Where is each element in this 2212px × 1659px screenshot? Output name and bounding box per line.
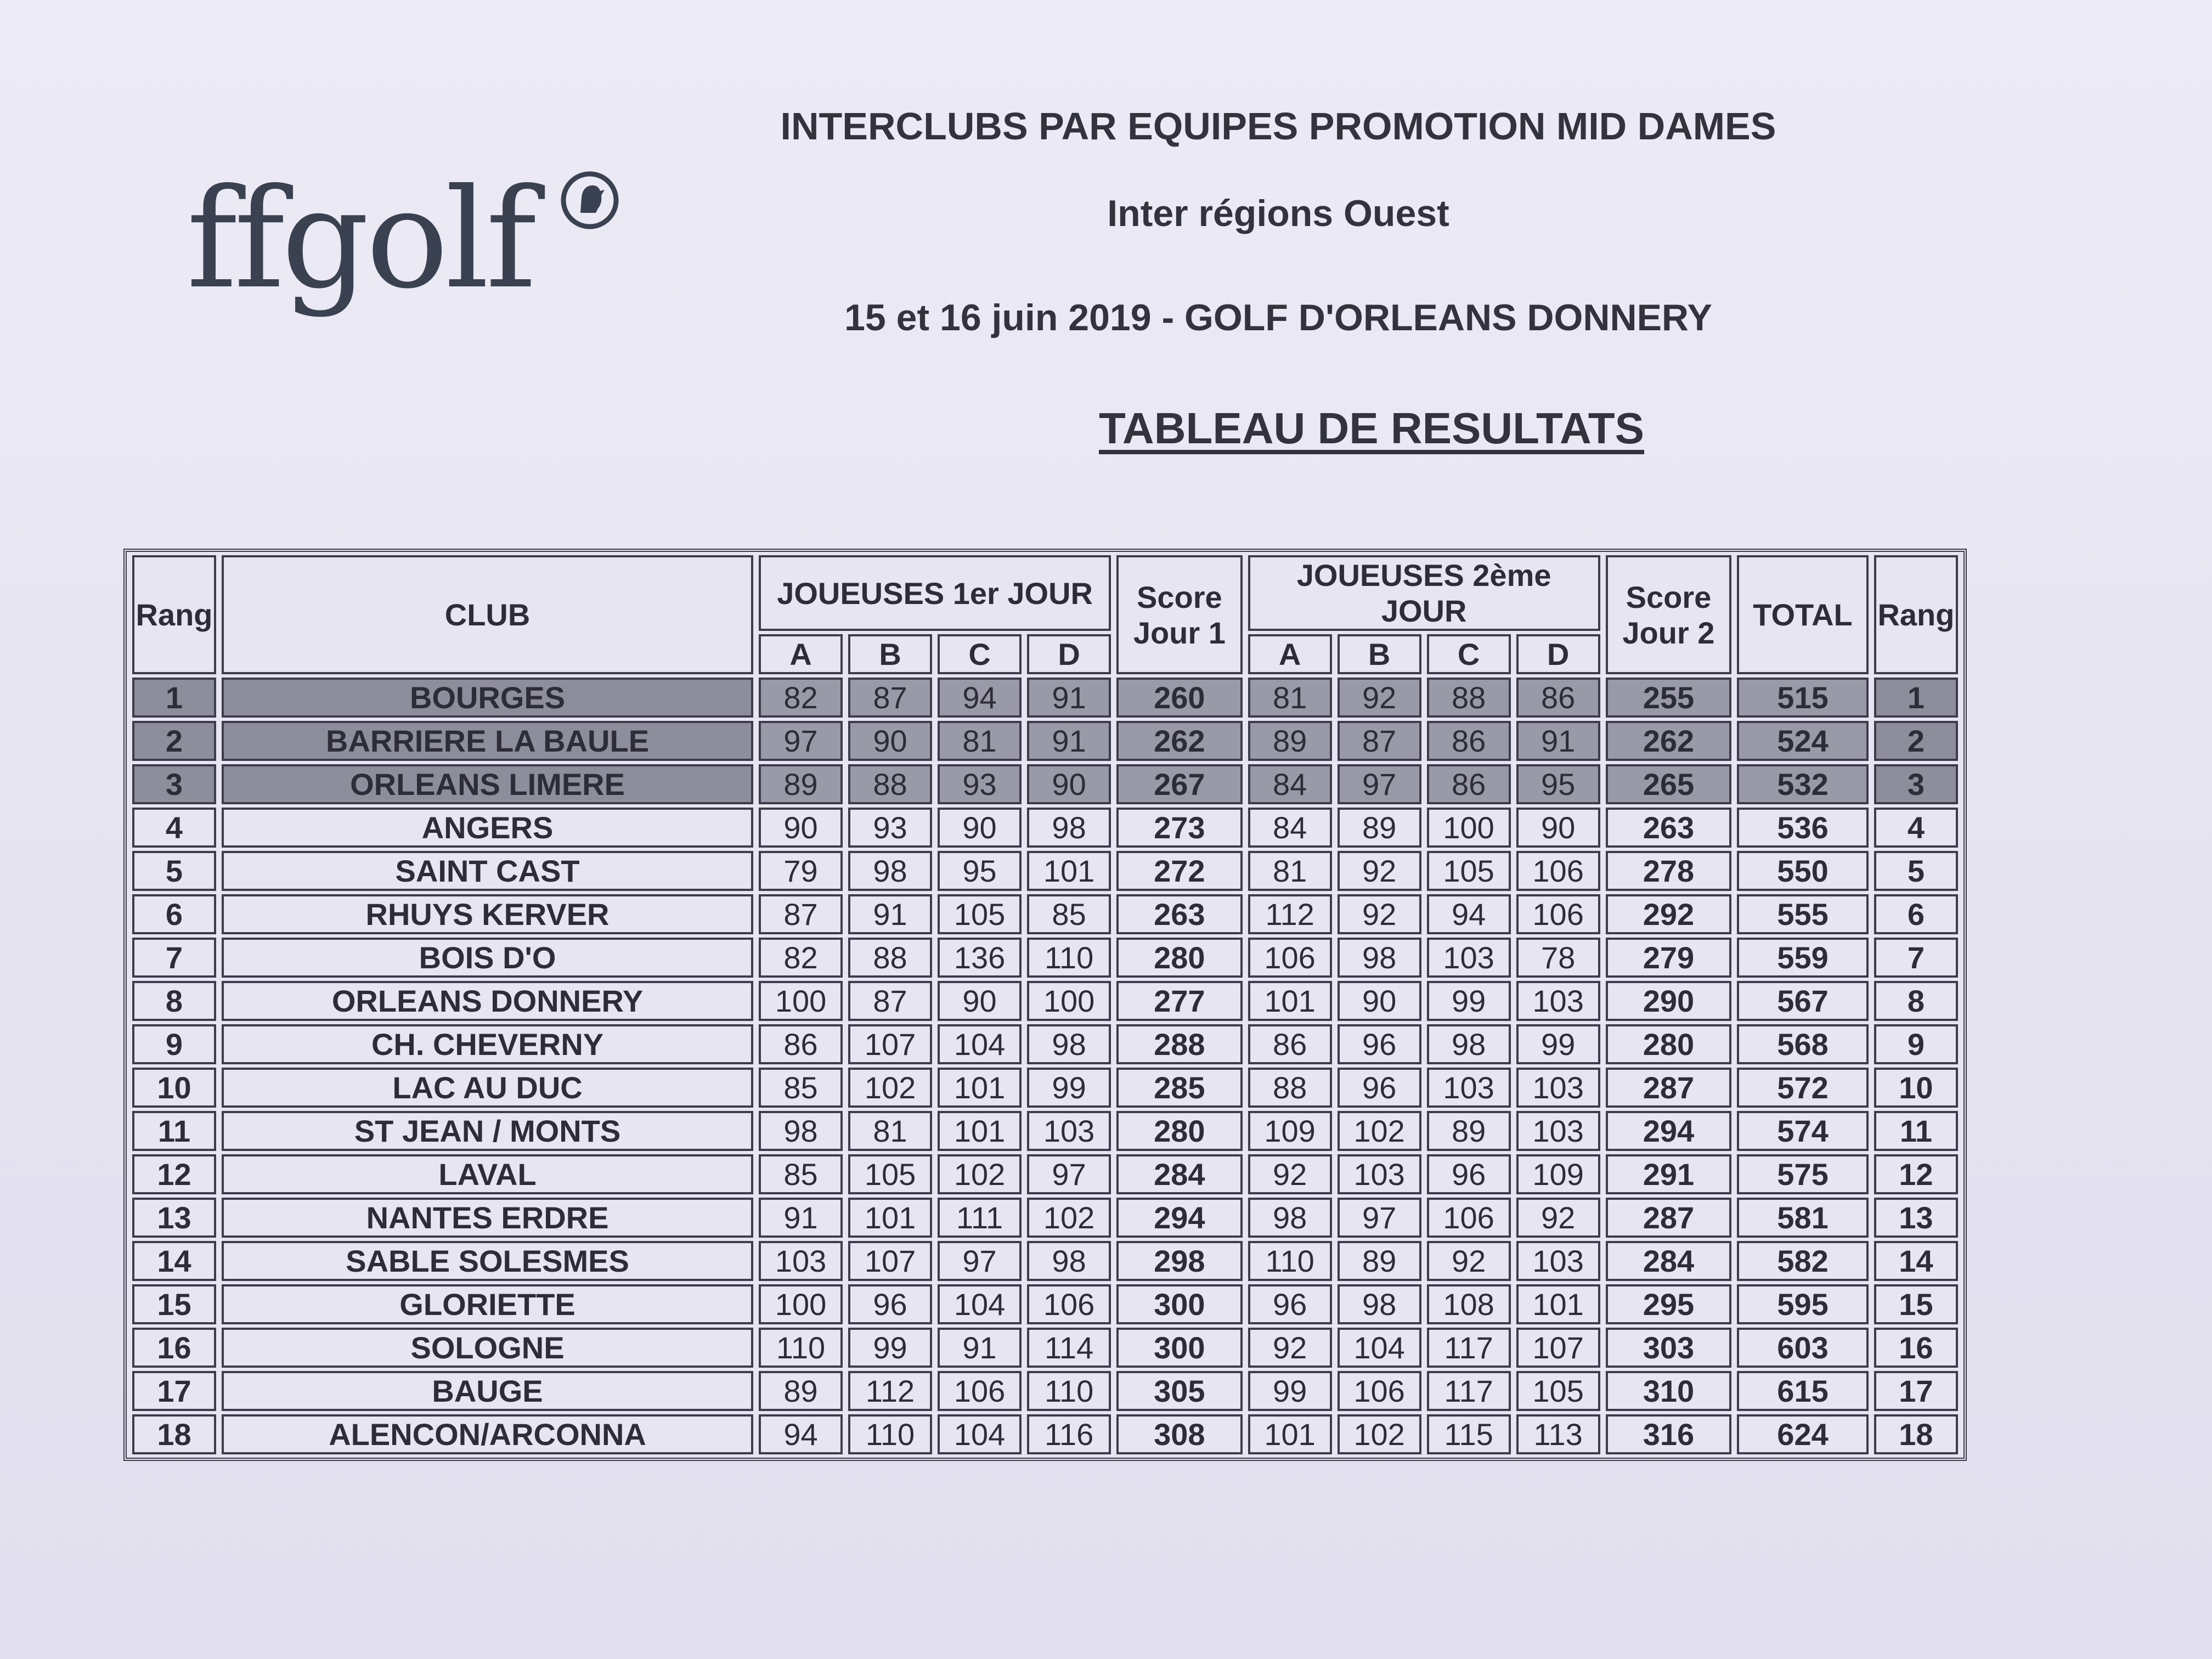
day1-d-cell: 90 bbox=[1027, 764, 1111, 804]
day1-c-cell: 93 bbox=[938, 764, 1022, 804]
rank-cell: 2 bbox=[132, 721, 216, 761]
day2-b-cell: 92 bbox=[1338, 894, 1421, 934]
col-day2-b: B bbox=[1338, 634, 1421, 674]
day2-c-cell: 92 bbox=[1427, 1241, 1511, 1281]
day2-a-cell: 112 bbox=[1248, 894, 1332, 934]
day1-b-cell: 88 bbox=[848, 938, 932, 978]
day2-a-cell: 96 bbox=[1248, 1284, 1332, 1324]
total-cell: 524 bbox=[1737, 721, 1869, 761]
club-name-cell: BAUGE bbox=[222, 1371, 753, 1411]
day2-a-cell: 106 bbox=[1248, 938, 1332, 978]
rank-right-cell: 18 bbox=[1874, 1414, 1958, 1454]
rank-right-cell: 11 bbox=[1874, 1111, 1958, 1151]
day2-b-cell: 92 bbox=[1338, 678, 1421, 718]
day1-d-cell: 98 bbox=[1027, 1241, 1111, 1281]
table-row bbox=[132, 1414, 1958, 1454]
total-cell: 567 bbox=[1737, 981, 1869, 1021]
rank-cell: 12 bbox=[132, 1154, 216, 1194]
col-day2-d: D bbox=[1516, 634, 1600, 674]
col-day1-b: B bbox=[848, 634, 932, 674]
day2-a-cell: 84 bbox=[1248, 808, 1332, 848]
rank-right-cell: 5 bbox=[1874, 851, 1958, 891]
rank-right-cell: 6 bbox=[1874, 894, 1958, 934]
table-row bbox=[132, 894, 1958, 934]
day1-b-cell: 91 bbox=[848, 894, 932, 934]
day1-a-cell: 85 bbox=[759, 1154, 843, 1194]
day1-b-cell: 81 bbox=[848, 1111, 932, 1151]
day2-b-cell: 104 bbox=[1338, 1328, 1421, 1368]
day1-d-cell: 110 bbox=[1027, 1371, 1111, 1411]
day2-d-cell: 101 bbox=[1516, 1284, 1600, 1324]
day1-d-cell: 91 bbox=[1027, 678, 1111, 718]
rank-right-cell: 8 bbox=[1874, 981, 1958, 1021]
col-score-day2-line1: Score bbox=[1626, 579, 1712, 614]
table-row bbox=[132, 1024, 1958, 1064]
table-row bbox=[132, 764, 1958, 804]
total-cell: 555 bbox=[1737, 894, 1869, 934]
club-name-cell: NANTES ERDRE bbox=[222, 1198, 753, 1238]
day1-c-cell: 81 bbox=[938, 721, 1022, 761]
day2-b-cell: 97 bbox=[1338, 764, 1421, 804]
col-total: TOTAL bbox=[1737, 555, 1869, 674]
rank-cell: 14 bbox=[132, 1241, 216, 1281]
day2-d-cell: 90 bbox=[1516, 808, 1600, 848]
rank-cell: 7 bbox=[132, 938, 216, 978]
total-cell: 574 bbox=[1737, 1111, 1869, 1151]
total-cell: 615 bbox=[1737, 1371, 1869, 1411]
score-day1-cell: 273 bbox=[1116, 808, 1243, 848]
rank-right-cell: 3 bbox=[1874, 764, 1958, 804]
score-day2-cell: 278 bbox=[1606, 851, 1732, 891]
score-day1-cell: 263 bbox=[1116, 894, 1243, 934]
day2-a-cell: 92 bbox=[1248, 1154, 1332, 1194]
score-day1-cell: 294 bbox=[1116, 1198, 1243, 1238]
day2-b-cell: 96 bbox=[1338, 1024, 1421, 1064]
day2-b-cell: 89 bbox=[1338, 1241, 1421, 1281]
day2-d-cell: 91 bbox=[1516, 721, 1600, 761]
day2-b-cell: 97 bbox=[1338, 1198, 1421, 1238]
day1-b-cell: 105 bbox=[848, 1154, 932, 1194]
day2-c-cell: 86 bbox=[1427, 721, 1511, 761]
header-row bbox=[132, 555, 1958, 631]
day1-b-cell: 87 bbox=[848, 678, 932, 718]
table-row bbox=[132, 1154, 1958, 1194]
col-score-day2 bbox=[1606, 555, 1732, 674]
day1-d-cell: 85 bbox=[1027, 894, 1111, 934]
col-day2-a: A bbox=[1248, 634, 1332, 674]
day1-a-cell: 79 bbox=[759, 851, 843, 891]
day1-d-cell: 102 bbox=[1027, 1198, 1111, 1238]
day2-a-cell: 101 bbox=[1248, 1414, 1332, 1454]
rank-cell: 6 bbox=[132, 894, 216, 934]
day2-a-cell: 110 bbox=[1248, 1241, 1332, 1281]
score-day2-cell: 292 bbox=[1606, 894, 1732, 934]
day1-d-cell: 100 bbox=[1027, 981, 1111, 1021]
day1-d-cell: 103 bbox=[1027, 1111, 1111, 1151]
day1-d-cell: 98 bbox=[1027, 1024, 1111, 1064]
table-row bbox=[132, 721, 1958, 761]
score-day2-cell: 294 bbox=[1606, 1111, 1732, 1151]
day1-a-cell: 82 bbox=[759, 938, 843, 978]
day1-c-cell: 136 bbox=[938, 938, 1022, 978]
day2-b-cell: 102 bbox=[1338, 1414, 1421, 1454]
day1-d-cell: 101 bbox=[1027, 851, 1111, 891]
day1-c-cell: 97 bbox=[938, 1241, 1022, 1281]
day2-a-cell: 109 bbox=[1248, 1111, 1332, 1151]
score-day1-cell: 305 bbox=[1116, 1371, 1243, 1411]
rank-cell: 1 bbox=[132, 678, 216, 718]
day2-b-cell: 98 bbox=[1338, 938, 1421, 978]
day1-c-cell: 111 bbox=[938, 1198, 1022, 1238]
club-name-cell: LAC AU DUC bbox=[222, 1068, 753, 1108]
ffgolf-logo: ffgolf bbox=[187, 159, 534, 319]
score-day2-cell: 291 bbox=[1606, 1154, 1732, 1194]
col-club: CLUB bbox=[222, 555, 753, 674]
club-name-cell: LAVAL bbox=[222, 1154, 753, 1194]
day2-a-cell: 81 bbox=[1248, 851, 1332, 891]
score-day1-cell: 272 bbox=[1116, 851, 1243, 891]
day1-a-cell: 85 bbox=[759, 1068, 843, 1108]
day1-a-cell: 100 bbox=[759, 1284, 843, 1324]
day2-c-cell: 99 bbox=[1427, 981, 1511, 1021]
day2-c-cell: 106 bbox=[1427, 1198, 1511, 1238]
day1-a-cell: 87 bbox=[759, 894, 843, 934]
score-day1-cell: 308 bbox=[1116, 1414, 1243, 1454]
table-row bbox=[132, 1284, 1958, 1324]
club-name-cell: SAINT CAST bbox=[222, 851, 753, 891]
day2-d-cell: 95 bbox=[1516, 764, 1600, 804]
table-row bbox=[132, 808, 1958, 848]
day2-c-cell: 96 bbox=[1427, 1154, 1511, 1194]
day2-b-cell: 96 bbox=[1338, 1068, 1421, 1108]
score-day1-cell: 262 bbox=[1116, 721, 1243, 761]
total-cell: 568 bbox=[1737, 1024, 1869, 1064]
day2-a-cell: 81 bbox=[1248, 678, 1332, 718]
score-day1-cell: 300 bbox=[1116, 1284, 1243, 1324]
day2-d-cell: 103 bbox=[1516, 1241, 1600, 1281]
col-score-day1-line2: Jour 1 bbox=[1133, 615, 1226, 650]
rank-right-cell: 4 bbox=[1874, 808, 1958, 848]
score-day2-cell: 310 bbox=[1606, 1371, 1732, 1411]
total-cell: 581 bbox=[1737, 1198, 1869, 1238]
table-row bbox=[132, 1198, 1958, 1238]
club-name-cell: ORLEANS LIMERE bbox=[222, 764, 753, 804]
day2-d-cell: 78 bbox=[1516, 938, 1600, 978]
rank-right-cell: 17 bbox=[1874, 1371, 1958, 1411]
day2-a-cell: 89 bbox=[1248, 721, 1332, 761]
day2-d-cell: 107 bbox=[1516, 1328, 1600, 1368]
day1-b-cell: 96 bbox=[848, 1284, 932, 1324]
day2-a-cell: 84 bbox=[1248, 764, 1332, 804]
day2-c-cell: 105 bbox=[1427, 851, 1511, 891]
score-day1-cell: 288 bbox=[1116, 1024, 1243, 1064]
day2-a-cell: 86 bbox=[1248, 1024, 1332, 1064]
day2-a-cell: 98 bbox=[1248, 1198, 1332, 1238]
day2-d-cell: 105 bbox=[1516, 1371, 1600, 1411]
day1-c-cell: 94 bbox=[938, 678, 1022, 718]
day1-b-cell: 93 bbox=[848, 808, 932, 848]
day1-a-cell: 110 bbox=[759, 1328, 843, 1368]
results-table bbox=[123, 549, 1967, 1461]
day2-d-cell: 103 bbox=[1516, 981, 1600, 1021]
rank-cell: 15 bbox=[132, 1284, 216, 1324]
col-day1-a: A bbox=[759, 634, 843, 674]
score-day1-cell: 277 bbox=[1116, 981, 1243, 1021]
day2-b-cell: 102 bbox=[1338, 1111, 1421, 1151]
day2-c-cell: 88 bbox=[1427, 678, 1511, 718]
club-name-cell: BARRIERE LA BAULE bbox=[222, 721, 753, 761]
day2-a-cell: 92 bbox=[1248, 1328, 1332, 1368]
club-name-cell: CH. CHEVERNY bbox=[222, 1024, 753, 1064]
day2-c-cell: 94 bbox=[1427, 894, 1511, 934]
day1-b-cell: 112 bbox=[848, 1371, 932, 1411]
day1-b-cell: 107 bbox=[848, 1241, 932, 1281]
rank-right-cell: 15 bbox=[1874, 1284, 1958, 1324]
club-name-cell: GLORIETTE bbox=[222, 1284, 753, 1324]
day2-b-cell: 92 bbox=[1338, 851, 1421, 891]
score-day2-cell: 284 bbox=[1606, 1241, 1732, 1281]
day2-d-cell: 103 bbox=[1516, 1068, 1600, 1108]
rank-right-cell: 2 bbox=[1874, 721, 1958, 761]
day2-d-cell: 106 bbox=[1516, 894, 1600, 934]
score-day1-cell: 260 bbox=[1116, 678, 1243, 718]
rank-cell: 18 bbox=[132, 1414, 216, 1454]
day2-c-cell: 100 bbox=[1427, 808, 1511, 848]
score-day2-cell: 280 bbox=[1606, 1024, 1732, 1064]
total-cell: 572 bbox=[1737, 1068, 1869, 1108]
score-day1-cell: 267 bbox=[1116, 764, 1243, 804]
table-row bbox=[132, 1328, 1958, 1368]
col-rang: Rang bbox=[132, 555, 216, 674]
day1-a-cell: 100 bbox=[759, 981, 843, 1021]
col-score-day1-line1: Score bbox=[1137, 579, 1222, 614]
score-day1-cell: 284 bbox=[1116, 1154, 1243, 1194]
day2-b-cell: 89 bbox=[1338, 808, 1421, 848]
day1-a-cell: 97 bbox=[759, 721, 843, 761]
day1-a-cell: 94 bbox=[759, 1414, 843, 1454]
score-day1-cell: 280 bbox=[1116, 938, 1243, 978]
col-day2-c: C bbox=[1427, 634, 1511, 674]
day1-c-cell: 106 bbox=[938, 1371, 1022, 1411]
club-name-cell: BOIS D'O bbox=[222, 938, 753, 978]
total-cell: 515 bbox=[1737, 678, 1869, 718]
total-cell: 603 bbox=[1737, 1328, 1869, 1368]
day2-c-cell: 117 bbox=[1427, 1371, 1511, 1411]
day1-c-cell: 104 bbox=[938, 1024, 1022, 1064]
day1-c-cell: 101 bbox=[938, 1111, 1022, 1151]
day2-a-cell: 88 bbox=[1248, 1068, 1332, 1108]
results-body bbox=[132, 678, 1958, 1454]
day2-b-cell: 87 bbox=[1338, 721, 1421, 761]
score-day1-cell: 280 bbox=[1116, 1111, 1243, 1151]
day1-a-cell: 91 bbox=[759, 1198, 843, 1238]
col-score-day2-line2: Jour 2 bbox=[1622, 615, 1715, 650]
total-cell: 595 bbox=[1737, 1284, 1869, 1324]
day2-b-cell: 98 bbox=[1338, 1284, 1421, 1324]
day1-d-cell: 98 bbox=[1027, 808, 1111, 848]
score-day2-cell: 287 bbox=[1606, 1068, 1732, 1108]
day2-c-cell: 117 bbox=[1427, 1328, 1511, 1368]
col-score-day1 bbox=[1116, 555, 1243, 674]
day2-d-cell: 99 bbox=[1516, 1024, 1600, 1064]
day2-c-cell: 89 bbox=[1427, 1111, 1511, 1151]
table-row bbox=[132, 1068, 1958, 1108]
score-day2-cell: 303 bbox=[1606, 1328, 1732, 1368]
day2-b-cell: 90 bbox=[1338, 981, 1421, 1021]
score-day2-cell: 255 bbox=[1606, 678, 1732, 718]
day1-b-cell: 101 bbox=[848, 1198, 932, 1238]
day2-a-cell: 101 bbox=[1248, 981, 1332, 1021]
rank-cell: 10 bbox=[132, 1068, 216, 1108]
day1-c-cell: 102 bbox=[938, 1154, 1022, 1194]
day2-c-cell: 103 bbox=[1427, 1068, 1511, 1108]
day1-a-cell: 90 bbox=[759, 808, 843, 848]
day1-b-cell: 102 bbox=[848, 1068, 932, 1108]
col-day2-group: JOUEUSES 2ème JOUR bbox=[1248, 555, 1600, 631]
rank-right-cell: 13 bbox=[1874, 1198, 1958, 1238]
rank-cell: 16 bbox=[132, 1328, 216, 1368]
club-name-cell: SOLOGNE bbox=[222, 1328, 753, 1368]
table-title: TABLEAU DE RESULTATS bbox=[1098, 404, 1645, 453]
col-rang-right: Rang bbox=[1874, 555, 1958, 674]
club-name-cell: SABLE SOLESMES bbox=[222, 1241, 753, 1281]
total-cell: 582 bbox=[1737, 1241, 1869, 1281]
day2-b-cell: 103 bbox=[1338, 1154, 1421, 1194]
day1-c-cell: 95 bbox=[938, 851, 1022, 891]
day2-a-cell: 99 bbox=[1248, 1371, 1332, 1411]
rank-cell: 8 bbox=[132, 981, 216, 1021]
rank-right-cell: 10 bbox=[1874, 1068, 1958, 1108]
score-day2-cell: 263 bbox=[1606, 808, 1732, 848]
rank-right-cell: 14 bbox=[1874, 1241, 1958, 1281]
table-row bbox=[132, 851, 1958, 891]
day1-c-cell: 91 bbox=[938, 1328, 1022, 1368]
col-day1-group: JOUEUSES 1er JOUR bbox=[759, 555, 1111, 631]
day1-d-cell: 91 bbox=[1027, 721, 1111, 761]
score-day1-cell: 300 bbox=[1116, 1328, 1243, 1368]
day2-c-cell: 98 bbox=[1427, 1024, 1511, 1064]
day1-a-cell: 89 bbox=[759, 1371, 843, 1411]
score-day2-cell: 262 bbox=[1606, 721, 1732, 761]
score-day2-cell: 287 bbox=[1606, 1198, 1732, 1238]
club-name-cell: ANGERS bbox=[222, 808, 753, 848]
day1-a-cell: 82 bbox=[759, 678, 843, 718]
rank-right-cell: 16 bbox=[1874, 1328, 1958, 1368]
total-cell: 536 bbox=[1737, 808, 1869, 848]
table-row bbox=[132, 981, 1958, 1021]
total-cell: 550 bbox=[1737, 851, 1869, 891]
total-cell: 559 bbox=[1737, 938, 1869, 978]
day1-c-cell: 90 bbox=[938, 981, 1022, 1021]
club-name-cell: ORLEANS DONNERY bbox=[222, 981, 753, 1021]
score-day2-cell: 316 bbox=[1606, 1414, 1732, 1454]
day2-d-cell: 113 bbox=[1516, 1414, 1600, 1454]
score-day1-cell: 298 bbox=[1116, 1241, 1243, 1281]
table-row bbox=[132, 1111, 1958, 1151]
day1-b-cell: 90 bbox=[848, 721, 932, 761]
rank-cell: 5 bbox=[132, 851, 216, 891]
day1-b-cell: 87 bbox=[848, 981, 932, 1021]
day1-c-cell: 104 bbox=[938, 1284, 1022, 1324]
day2-c-cell: 115 bbox=[1427, 1414, 1511, 1454]
day1-d-cell: 110 bbox=[1027, 938, 1111, 978]
rank-cell: 17 bbox=[132, 1371, 216, 1411]
day1-a-cell: 103 bbox=[759, 1241, 843, 1281]
club-name-cell: BOURGES bbox=[222, 678, 753, 718]
event-info: 15 et 16 juin 2019 - GOLF D'ORLEANS DONNERY bbox=[844, 297, 1712, 338]
day2-d-cell: 86 bbox=[1516, 678, 1600, 718]
col-day1-c: C bbox=[938, 634, 1022, 674]
club-name-cell: ST JEAN / MONTS bbox=[222, 1111, 753, 1151]
rank-cell: 3 bbox=[132, 764, 216, 804]
rank-right-cell: 1 bbox=[1874, 678, 1958, 718]
rank-cell: 11 bbox=[132, 1111, 216, 1151]
club-name-cell: RHUYS KERVER bbox=[222, 894, 753, 934]
day1-c-cell: 104 bbox=[938, 1414, 1022, 1454]
day2-d-cell: 92 bbox=[1516, 1198, 1600, 1238]
table-row bbox=[132, 1371, 1958, 1411]
rank-right-cell: 12 bbox=[1874, 1154, 1958, 1194]
total-cell: 575 bbox=[1737, 1154, 1869, 1194]
day1-b-cell: 107 bbox=[848, 1024, 932, 1064]
registered-rooster-icon bbox=[560, 170, 620, 230]
day1-b-cell: 98 bbox=[848, 851, 932, 891]
day1-d-cell: 97 bbox=[1027, 1154, 1111, 1194]
club-name-cell: ALENCON/ARCONNA bbox=[222, 1414, 753, 1454]
total-cell: 624 bbox=[1737, 1414, 1869, 1454]
table-row bbox=[132, 1241, 1958, 1281]
total-cell: 532 bbox=[1737, 764, 1869, 804]
day1-a-cell: 86 bbox=[759, 1024, 843, 1064]
day1-d-cell: 99 bbox=[1027, 1068, 1111, 1108]
day1-d-cell: 106 bbox=[1027, 1284, 1111, 1324]
col-day1-d: D bbox=[1027, 634, 1111, 674]
document-subtitle: Inter régions Ouest bbox=[1107, 193, 1449, 234]
day1-b-cell: 88 bbox=[848, 764, 932, 804]
day2-c-cell: 86 bbox=[1427, 764, 1511, 804]
rank-cell: 9 bbox=[132, 1024, 216, 1064]
score-day1-cell: 285 bbox=[1116, 1068, 1243, 1108]
rank-cell: 13 bbox=[132, 1198, 216, 1238]
day2-b-cell: 106 bbox=[1338, 1371, 1421, 1411]
rank-right-cell: 9 bbox=[1874, 1024, 1958, 1064]
day1-a-cell: 89 bbox=[759, 764, 843, 804]
day1-a-cell: 98 bbox=[759, 1111, 843, 1151]
score-day2-cell: 279 bbox=[1606, 938, 1732, 978]
day2-d-cell: 106 bbox=[1516, 851, 1600, 891]
day2-c-cell: 108 bbox=[1427, 1284, 1511, 1324]
score-day2-cell: 265 bbox=[1606, 764, 1732, 804]
day1-c-cell: 105 bbox=[938, 894, 1022, 934]
document-title: INTERCLUBS PAR EQUIPES PROMOTION MID DAMES bbox=[780, 105, 1776, 148]
day1-c-cell: 90 bbox=[938, 808, 1022, 848]
rank-right-cell: 7 bbox=[1874, 938, 1958, 978]
day2-c-cell: 103 bbox=[1427, 938, 1511, 978]
table-row bbox=[132, 678, 1958, 718]
day1-b-cell: 110 bbox=[848, 1414, 932, 1454]
rank-cell: 4 bbox=[132, 808, 216, 848]
day1-d-cell: 114 bbox=[1027, 1328, 1111, 1368]
score-day2-cell: 295 bbox=[1606, 1284, 1732, 1324]
day2-d-cell: 103 bbox=[1516, 1111, 1600, 1151]
table-row bbox=[132, 938, 1958, 978]
day1-d-cell: 116 bbox=[1027, 1414, 1111, 1454]
score-day2-cell: 290 bbox=[1606, 981, 1732, 1021]
day2-d-cell: 109 bbox=[1516, 1154, 1600, 1194]
day1-b-cell: 99 bbox=[848, 1328, 932, 1368]
day1-c-cell: 101 bbox=[938, 1068, 1022, 1108]
